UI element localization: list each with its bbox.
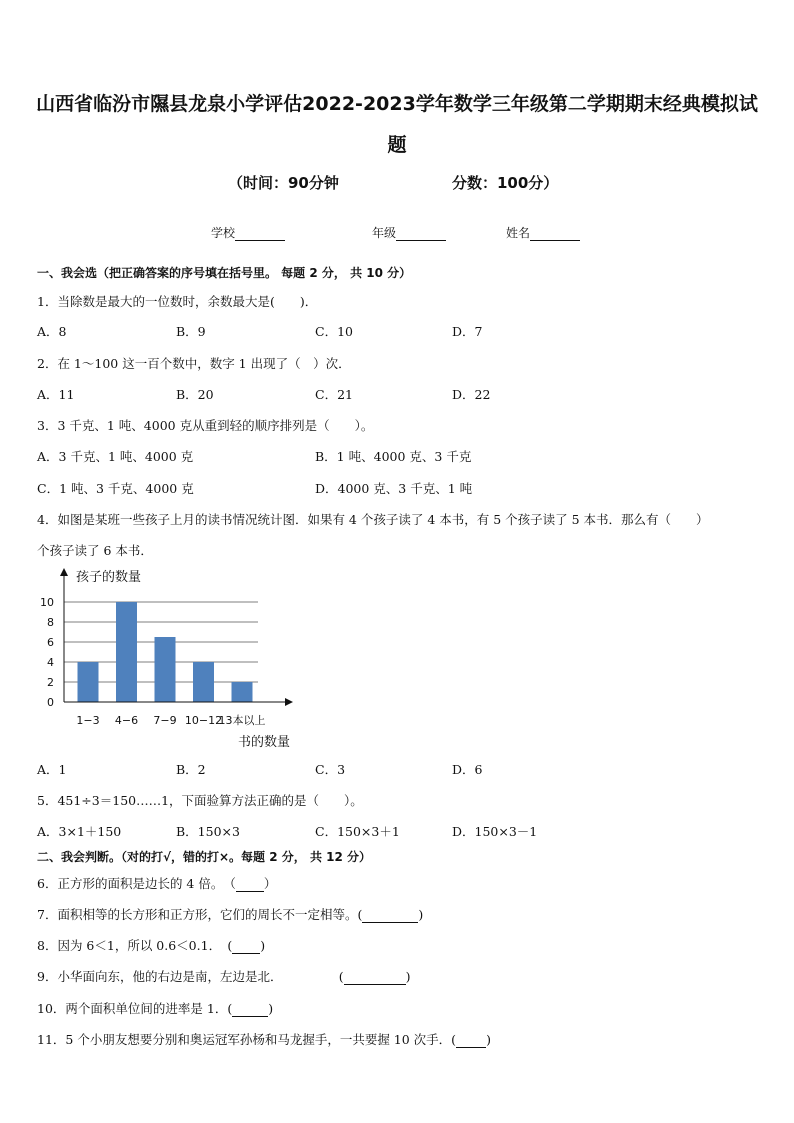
q4-option-b[interactable]: B．2: [176, 762, 206, 777]
x-tick-label: 10−12: [184, 714, 223, 727]
q2-option-b[interactable]: B．20: [176, 387, 214, 402]
judge-10-text: 10．两个面积单位间的进率是 1．(: [37, 1001, 233, 1016]
judge-6-answer-blank[interactable]: [236, 876, 264, 892]
q1-option-a[interactable]: A．8: [37, 324, 67, 339]
judge-question-6: [37, 874, 276, 892]
judge-8-close: ): [260, 938, 266, 953]
judge-10-answer-blank[interactable]: [232, 1001, 268, 1017]
question-4-line2: 个孩子读了 6 本书．: [37, 543, 153, 558]
judge-question-9: [37, 967, 410, 985]
judge-11-close: ): [486, 1032, 491, 1047]
chart-x-axis-label: 书的数量: [238, 735, 291, 750]
q3-option-d[interactable]: D．4000 克、3 千克、1 吨: [315, 481, 473, 496]
y-tick-label: 6: [47, 636, 54, 649]
x-tick-label: 4−6: [114, 714, 139, 727]
bar-4: [193, 662, 214, 702]
q5-option-c[interactable]: C．150×3＋1: [315, 824, 400, 839]
judge-8-answer-blank[interactable]: [232, 938, 260, 954]
q2-option-c[interactable]: C．21: [315, 387, 353, 402]
q1-option-d[interactable]: D．7: [452, 324, 483, 339]
paper-title-line1: 山西省临汾市隰县龙泉小学评估2022-2023学年数学三年级第二学期期末经典模拟试: [36, 93, 758, 115]
question-5: 5．451÷3＝150……1，下面验算方法正确的是（ ）。: [37, 793, 363, 808]
judge-11-text: 11．5 个小朋友想要分别和奥运冠军孙杨和马龙握手，一共要握 10 次手．(: [37, 1032, 457, 1047]
q3-option-c[interactable]: C．1 吨、3 千克、4000 克: [37, 481, 194, 496]
judge-7-close: ): [418, 907, 424, 922]
q3-option-a[interactable]: A．3 千克、1 吨、4000 克: [37, 449, 194, 464]
judge-question-8: [37, 936, 265, 954]
question-3: 3．3 千克、1 吨、4000 克从重到轻的顺序排列是（ ）。: [37, 418, 374, 433]
x-tick-label: 7−9: [153, 714, 177, 727]
judge-question-10: [37, 999, 273, 1017]
time-label: （时间：90分钟: [228, 174, 339, 192]
judge-9-close: ): [405, 969, 411, 984]
q4-option-a[interactable]: A．1: [37, 762, 67, 777]
judge-question-11: [37, 1030, 491, 1048]
school-label: 学校: [211, 226, 236, 240]
q1-option-b[interactable]: B．9: [176, 324, 206, 339]
judge-6-text: 6．正方形的面积是边长的 4 倍。 （: [37, 876, 236, 891]
reading-bar-chart: [35, 563, 315, 753]
grade-blank[interactable]: [396, 226, 446, 241]
q5-option-a[interactable]: A．3×1＋150: [37, 824, 122, 839]
name-label: 姓名: [506, 226, 531, 240]
q1-option-c[interactable]: C．10: [315, 324, 353, 339]
judge-7-answer-blank[interactable]: [362, 907, 418, 923]
q5-option-d[interactable]: D．150×3－1: [452, 824, 538, 839]
question-1: 1．当除数是最大的一位数时，余数最大是( )．: [37, 294, 318, 309]
x-axis-arrow: [285, 698, 293, 706]
grade-label: 年级: [372, 226, 397, 240]
bar-5: [232, 682, 253, 702]
bar-1: [78, 662, 99, 702]
x-tick-label: 13本以上: [218, 714, 266, 727]
paper-title-line2: 题: [387, 134, 407, 156]
judge-question-7: [37, 905, 423, 923]
score-label: 分数：100分）: [452, 174, 559, 192]
name-blank[interactable]: [530, 226, 580, 241]
judge-6-close: ）: [263, 876, 277, 891]
school-blank[interactable]: [235, 226, 285, 241]
judge-8-text: 8．因为 6＜1，所以 0.6＜0.1． (: [37, 938, 233, 953]
grade-field[interactable]: [372, 224, 446, 241]
y-axis-arrow: [60, 568, 68, 576]
bar-3: [155, 637, 176, 702]
y-tick-label: 4: [47, 656, 54, 669]
section-2-heading: 二、我会判断。（对的打√，错的打×。每题 2 分， 共 12 分）: [37, 850, 371, 864]
q4-option-d[interactable]: D．6: [452, 762, 483, 777]
judge-11-answer-blank[interactable]: [456, 1032, 486, 1048]
chart-y-axis-label: 孩子的数量: [76, 570, 142, 585]
section-1-heading: 一、我会选（把正确答案的序号填在括号里。 每题 2 分， 共 10 分）: [37, 266, 412, 280]
x-tick-label: 1−3: [76, 714, 100, 727]
judge-9-answer-blank[interactable]: [344, 969, 406, 985]
q3-option-b[interactable]: B．1 吨、4000 克、3 千克: [315, 449, 472, 464]
q2-option-d[interactable]: D．22: [452, 387, 491, 402]
q2-option-a[interactable]: A．11: [37, 387, 75, 402]
school-field[interactable]: [211, 224, 285, 241]
judge-10-close: ): [268, 1001, 274, 1016]
y-tick-label: 2: [47, 676, 54, 689]
bar-2: [116, 602, 137, 702]
y-tick-label: 0: [47, 696, 54, 709]
judge-7-text: 7．面积相等的长方形和正方形，它们的周长不一定相等。(: [37, 907, 363, 922]
chart-bars: [78, 602, 253, 702]
q4-option-c[interactable]: C．3: [315, 762, 346, 777]
name-field[interactable]: [506, 224, 580, 241]
question-2: 2．在 1～100 这一百个数中，数字 1 出现了（ ）次．: [37, 356, 351, 371]
question-4-line1: 4．如图是某班一些孩子上月的读书情况统计图．如果有 4 个孩子读了 4 本书，有 5 个孩子读了 5 本书．那么有（ ）: [37, 512, 709, 527]
y-tick-label: 10: [40, 596, 54, 609]
y-tick-label: 8: [47, 616, 54, 629]
judge-9-text: 9．小华面向东，他的右边是南，左边是北． (: [37, 969, 344, 984]
q5-option-b[interactable]: B．150×3: [176, 824, 240, 839]
